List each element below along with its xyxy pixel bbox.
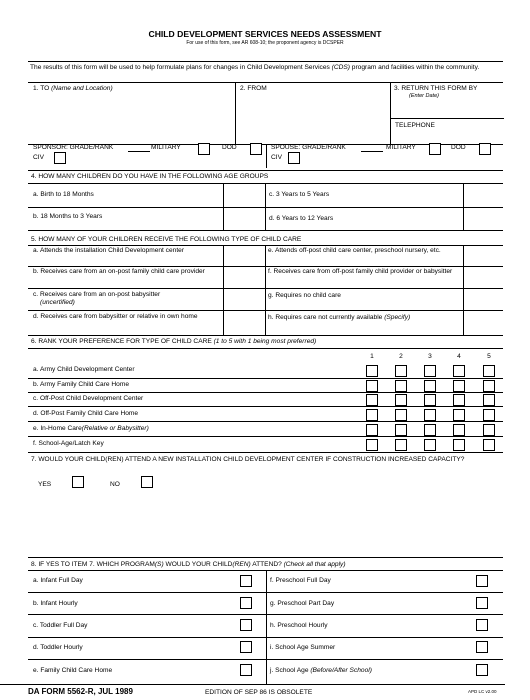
sponsor-civ-label: CIV: [33, 154, 44, 161]
q6-a-rank-3-checkbox[interactable]: [424, 365, 436, 377]
q8-h-checkbox[interactable]: [476, 619, 488, 631]
sponsor-civ-checkbox[interactable]: [54, 152, 66, 164]
q5-a-field[interactable]: [225, 247, 263, 265]
q8-c-label: c. Toddler Full Day: [33, 622, 88, 629]
q4-b-field[interactable]: [225, 209, 263, 229]
q6-b-rank-3-checkbox[interactable]: [424, 380, 436, 392]
q6-d-rank-3-checkbox[interactable]: [424, 409, 436, 421]
q5-c-label: c. Receives care from an on-post babysitter (uncertified): [33, 291, 161, 306]
q6-e-rank-5-checkbox[interactable]: [483, 424, 495, 436]
q6-a-rank-5-checkbox[interactable]: [483, 365, 495, 377]
q4-a-label: a. Birth to 18 Months: [33, 191, 94, 198]
telephone-field[interactable]: [393, 131, 501, 142]
q4-d-label: d. 6 Years to 12 Years: [269, 215, 334, 222]
q8-f-label: f. Preschool Full Day: [270, 577, 331, 584]
q4-c-field[interactable]: [465, 186, 502, 206]
q4-b-label: b. 18 Months to 3 Years: [33, 213, 103, 220]
form-code: APD LC v2.00: [468, 689, 497, 694]
sponsor-military-checkbox[interactable]: [198, 143, 210, 155]
q5-c-field[interactable]: [225, 290, 263, 308]
spouse-dod-checkbox[interactable]: [479, 143, 491, 155]
q8-g-checkbox[interactable]: [476, 597, 488, 609]
from-label: 2. FROM: [240, 85, 267, 92]
q8-i-label: i. School Age Summer: [270, 644, 336, 651]
sponsor-dod-label: DOD: [222, 144, 237, 151]
q4-heading: 4. HOW MANY CHILDREN DO YOU HAVE IN THE FOLLOWING AGE GROUPS: [31, 173, 269, 180]
return-by-label: 3. RETURN THIS FORM BY: [394, 85, 478, 92]
q6-b-rank-4-checkbox[interactable]: [453, 380, 465, 392]
q6-a-rank-4-checkbox[interactable]: [453, 365, 465, 377]
q6-b-rank-5-checkbox[interactable]: [483, 380, 495, 392]
q7-no-checkbox[interactable]: [141, 476, 153, 488]
telephone-label: TELEPHONE: [395, 122, 435, 129]
q6-d-rank-1-checkbox[interactable]: [366, 409, 378, 421]
q6-c-rank-3-checkbox[interactable]: [424, 394, 436, 406]
q6-col-3: 3: [428, 353, 432, 360]
q8-i-checkbox[interactable]: [476, 641, 488, 653]
q5-d-label: d. Receives care from babysitter or relative in own home: [33, 313, 198, 320]
edition-note: EDITION OF SEP 86 IS OBSOLETE: [205, 689, 313, 696]
q6-f-rank-2-checkbox[interactable]: [395, 439, 407, 451]
q6-f-rank-1-checkbox[interactable]: [366, 439, 378, 451]
return-by-hint: (Enter Date): [409, 93, 439, 99]
q8-g-label: g. Preschool Part Day: [270, 600, 335, 607]
q6-e-rank-1-checkbox[interactable]: [366, 424, 378, 436]
q5-d-field[interactable]: [225, 312, 263, 333]
q4-a-field[interactable]: [225, 186, 263, 206]
q8-d-checkbox[interactable]: [240, 641, 252, 653]
q6-f-rank-4-checkbox[interactable]: [453, 439, 465, 451]
q6-a-label: a. Army Child Development Center: [33, 366, 135, 373]
q6-f-label: f. School-Age/Latch Key: [33, 440, 104, 447]
q6-col-5: 5: [487, 353, 491, 360]
q5-heading: 5. HOW MANY OF YOUR CHILDREN RECEIVE THE FOLLOWING TYPE OF CHILD CARE: [31, 236, 302, 243]
spouse-grade-line[interactable]: [361, 151, 383, 152]
q6-c-rank-1-checkbox[interactable]: [366, 394, 378, 406]
q6-b-label: b. Army Family Child Care Home: [33, 381, 129, 388]
q4-d-field[interactable]: [465, 209, 502, 229]
q8-heading: 8. IF YES TO ITEM 7. WHICH PROGRAM(S) WOULD YOUR CHILD(REN) ATTEND? (Check all that apply): [31, 561, 346, 568]
q5-f-field[interactable]: [465, 268, 502, 286]
q8-b-label: b. Infant Hourly: [33, 600, 78, 607]
q6-col-1: 1: [370, 353, 374, 360]
q6-f-rank-3-checkbox[interactable]: [424, 439, 436, 451]
form-number: DA FORM 5562-R, JUL 1989: [28, 687, 133, 696]
q8-j-label: j. School Age (Before/After School): [270, 667, 372, 674]
q5-g-label: g. Requires no child care: [268, 292, 341, 299]
spouse-grade-label: SPOUSE: GRADE/RANK: [271, 144, 346, 151]
q6-a-rank-1-checkbox[interactable]: [366, 365, 378, 377]
to-label: 1. TO (Name and Location): [33, 85, 113, 92]
q8-d-label: d. Toddler Hourly: [33, 644, 83, 651]
q6-b-rank-1-checkbox[interactable]: [366, 380, 378, 392]
q8-a-checkbox[interactable]: [240, 575, 252, 587]
q7-yes-checkbox[interactable]: [72, 476, 84, 488]
q6-f-rank-5-checkbox[interactable]: [483, 439, 495, 451]
form-title: CHILD DEVELOPMENT SERVICES NEEDS ASSESSMENT: [148, 29, 382, 39]
intro-text: The results of this form will be used to help formulate plans for changes in Child Development Services (CDS) program and facilities within the community.: [30, 64, 480, 71]
q5-g-field[interactable]: [465, 290, 502, 308]
sponsor-dod-checkbox[interactable]: [250, 143, 262, 155]
q8-a-label: a. Infant Full Day: [33, 577, 83, 584]
spouse-military-label: MILITARY: [386, 144, 416, 151]
q7-no-label: NO: [110, 481, 120, 488]
spouse-civ-label: CIV: [271, 154, 282, 161]
q8-e-checkbox[interactable]: [240, 664, 252, 676]
q5-a-label: a. Attends the installation Child Development center: [33, 247, 185, 254]
q5-f-label: f. Receives care from off-post family child provider or babysitter: [268, 268, 453, 275]
q8-c-checkbox[interactable]: [240, 619, 252, 631]
q8-b-checkbox[interactable]: [240, 597, 252, 609]
q8-e-label: e. Family Child Care Home: [33, 667, 113, 674]
rule: [28, 61, 503, 62]
q8-f-checkbox[interactable]: [476, 575, 488, 587]
q7-heading: 7. WOULD YOUR CHILD(REN) ATTEND A NEW INSTALLATION CHILD DEVELOPMENT CENTER IF CONSTRUCTION INCREASED CAPACITY?: [31, 456, 465, 463]
q6-d-label: d. Off-Post Family Child Care Home: [33, 410, 139, 417]
q5-h-field[interactable]: [465, 312, 502, 333]
q6-c-rank-2-checkbox[interactable]: [395, 394, 407, 406]
q6-col-4: 4: [457, 353, 461, 360]
q7-yes-label: YES: [38, 481, 52, 488]
sponsor-military-label: MILITARY: [151, 144, 181, 151]
q4-c-label: c. 3 Years to 5 Years: [269, 191, 330, 198]
q6-e-rank-3-checkbox[interactable]: [424, 424, 436, 436]
to-field[interactable]: [31, 96, 231, 142]
q6-d-rank-2-checkbox[interactable]: [395, 409, 407, 421]
spouse-military-checkbox[interactable]: [429, 143, 441, 155]
form-subtitle: For use of this form, see AR 608-10; the proponent agency is DCSPER: [186, 40, 344, 46]
spouse-dod-label: DOD: [451, 144, 466, 151]
q6-d-rank-5-checkbox[interactable]: [483, 409, 495, 421]
from-field[interactable]: [238, 96, 386, 142]
q6-e-rank-4-checkbox[interactable]: [453, 424, 465, 436]
q5-e-label: e. Attends off-post child care center, preschool nursery, etc.: [268, 247, 441, 254]
q5-b-label: b. Receives care from an on-post family child care provider: [33, 268, 205, 275]
q5-e-field[interactable]: [465, 247, 502, 265]
q6-col-2: 2: [399, 353, 403, 360]
q5-h-label: h. Requires care not currently available (Specify): [268, 314, 411, 321]
sponsor-grade-label: SPONSOR: GRADE/RANK: [33, 144, 114, 151]
q5-b-field[interactable]: [225, 268, 263, 286]
q6-e-rank-2-checkbox[interactable]: [395, 424, 407, 436]
q8-h-label: h. Preschool Hourly: [270, 622, 328, 629]
spouse-civ-checkbox[interactable]: [288, 152, 300, 164]
q6-b-rank-2-checkbox[interactable]: [395, 380, 407, 392]
q6-c-rank-5-checkbox[interactable]: [483, 394, 495, 406]
q6-e-label: e. In-Home Care(Relative or Babysitter): [33, 425, 149, 432]
q6-heading: 6. RANK YOUR PREFERENCE FOR TYPE OF CHILD CARE (1 to 5 with 1 being most preferred): [31, 338, 317, 345]
q6-d-rank-4-checkbox[interactable]: [453, 409, 465, 421]
return-by-field[interactable]: [393, 101, 501, 117]
q8-j-checkbox[interactable]: [476, 664, 488, 676]
q6-a-rank-2-checkbox[interactable]: [395, 365, 407, 377]
q6-c-label: c. Off-Post Child Development Center: [33, 395, 144, 402]
sponsor-grade-line[interactable]: [128, 151, 150, 152]
q6-c-rank-4-checkbox[interactable]: [453, 394, 465, 406]
